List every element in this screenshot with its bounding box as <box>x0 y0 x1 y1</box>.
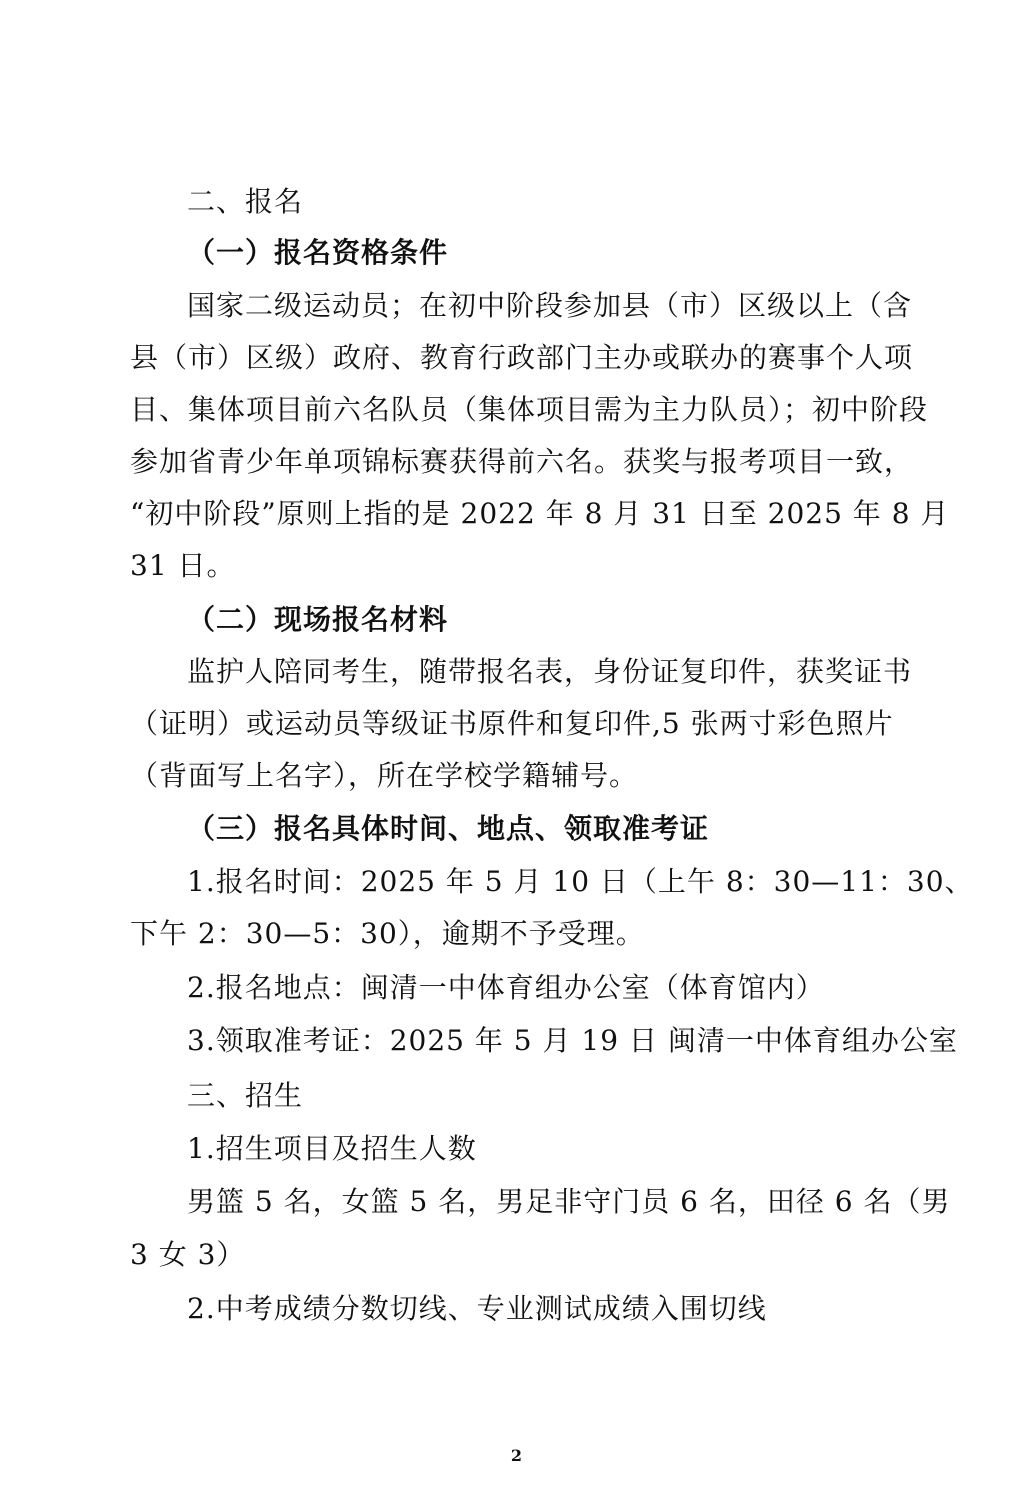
paragraph-line: （背面写上名字），所在学校学籍辅号。 <box>130 759 639 792</box>
subheading-time-location: （三）报名具体时间、地点、领取准考证 <box>187 812 710 845</box>
paragraph-line: “初中阶段”原则上指的是 2022 年 8 月 31 日至 2025 年 8 月 <box>130 497 950 530</box>
enrollment-items-heading: 1.招生项目及招生人数 <box>187 1132 477 1165</box>
registration-time-line: 1.报名时间：2025 年 5 月 10 日（上午 8：30—11：30、 <box>187 865 974 898</box>
cutoff-line-heading: 2.中考成绩分数切线、专业测试成绩入围切线 <box>187 1292 767 1325</box>
paragraph-line: 目、集体项目前六名队员（集体项目需为主力队员）；初中阶段 <box>130 393 929 426</box>
paragraph-line: 县（市）区级）政府、教育行政部门主办或联办的赛事个人项 <box>130 341 914 374</box>
paragraph-line: 监护人陪同考生，随带报名表，身份证复印件，获奖证书 <box>187 655 913 688</box>
enrollment-quota-line: 男篮 5 名，女篮 5 名，男足非守门员 6 名，田径 6 名（男 <box>187 1185 951 1218</box>
admission-ticket-line: 3.领取准考证：2025 年 5 月 19 日 闽清一中体育组办公室 <box>187 1024 958 1057</box>
enrollment-quota-line: 3 女 3） <box>130 1238 246 1271</box>
paragraph-line: 国家二级运动员；在初中阶段参加县（市）区级以上（含 <box>187 289 913 322</box>
registration-location-line: 2.报名地点：闽清一中体育组办公室（体育馆内） <box>187 971 825 1004</box>
subheading-eligibility: （一）报名资格条件 <box>187 236 449 269</box>
paragraph-line: 31 日。 <box>130 549 236 582</box>
registration-time-line: 下午 2：30—5：30），逾期不予受理。 <box>130 917 645 950</box>
page-number: 2 <box>510 1446 523 1465</box>
paragraph-line: （证明）或运动员等级证书原件和复印件,5 张两寸彩色照片 <box>130 707 894 740</box>
paragraph-line: 参加省青少年单项锦标赛获得前六名。获奖与报考项目一致， <box>130 445 914 478</box>
section-heading-registration: 二、报名 <box>187 185 304 218</box>
section-heading-enrollment: 三、招生 <box>187 1079 304 1112</box>
subheading-onsite-materials: （二）现场报名材料 <box>187 603 449 636</box>
